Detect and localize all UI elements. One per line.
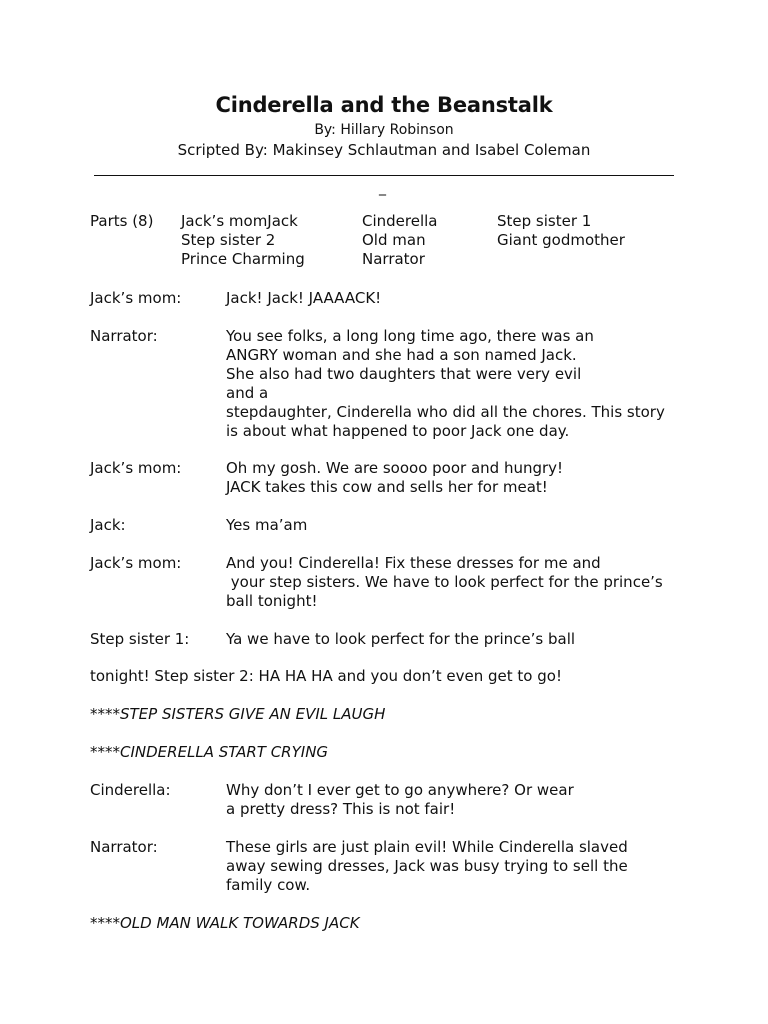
dialogue-line: These girls are just plain evil! While Cinderella slaved: [226, 838, 628, 856]
speaker-label: Jack’s mom:: [90, 289, 182, 307]
dialogue-line: ANGRY woman and she had a son named Jack.: [226, 346, 577, 364]
dialogue-line: and a: [226, 384, 269, 402]
part-item: Old man: [362, 231, 426, 249]
horizontal-rule: [94, 175, 674, 176]
speaker-label: Narrator:: [90, 327, 158, 345]
dialogue-line: You see folks, a long long time ago, there was an: [226, 327, 594, 345]
dialogue-line: your step sisters. We have to look perfect for the prince’s: [226, 573, 663, 591]
scripted-by-line: Scripted By: Makinsey Schlautman and Isabel Coleman: [177, 141, 591, 159]
author-line: By: Hillary Robinson: [314, 122, 454, 138]
underscore-mark: _: [379, 180, 386, 196]
part-item: Step sister 2: [181, 231, 276, 249]
stage-direction: ****STEP SISTERS GIVE AN EVIL LAUGH: [90, 705, 386, 723]
dialogue-line: tonight! Step sister 2: HA HA HA and you don’t even get to go!: [90, 667, 562, 685]
dialogue-line: JACK takes this cow and sells her for meat!: [226, 478, 548, 496]
part-item: Prince Charming: [181, 250, 305, 268]
dialogue-line: And you! Cinderella! Fix these dresses for me and: [226, 554, 601, 572]
part-item: Giant godmother: [497, 231, 625, 249]
stage-direction: ****OLD MAN WALK TOWARDS JACK: [90, 914, 360, 932]
dialogue-line: Ya we have to look perfect for the prince’s ball: [226, 630, 576, 648]
dialogue-line: Why don’t I ever get to go anywhere? Or wear: [226, 781, 574, 799]
speaker-label: Jack:: [90, 516, 126, 534]
stage-direction: ****CINDERELLA START CRYING: [90, 743, 329, 761]
dialogue-line: Oh my gosh. We are soooo poor and hungry!: [226, 459, 564, 477]
script-title: Cinderella and the Beanstalk: [215, 93, 553, 117]
part-item: Narrator: [362, 250, 425, 268]
speaker-label: Jack’s mom:: [90, 554, 182, 572]
dialogue-line: family cow.: [226, 876, 311, 894]
part-item: Jack’s momJack: [181, 212, 298, 230]
speaker-label: Narrator:: [90, 838, 158, 856]
speaker-label: Cinderella:: [90, 781, 171, 799]
part-item: Cinderella: [362, 212, 438, 230]
speaker-label: Jack’s mom:: [90, 459, 182, 477]
part-item: Step sister 1: [497, 212, 592, 230]
dialogue-line: is about what happened to poor Jack one day.: [226, 422, 570, 440]
dialogue-line: ball tonight!: [226, 592, 318, 610]
parts-label: Parts (8): [90, 212, 154, 230]
dialogue-line: stepdaughter, Cinderella who did all the chores. This story: [226, 403, 665, 421]
dialogue-line: Yes ma’am: [226, 516, 308, 534]
dialogue-line: She also had two daughters that were very evil: [226, 365, 582, 383]
dialogue-line: a pretty dress? This is not fair!: [226, 800, 456, 818]
speaker-label: Step sister 1:: [90, 630, 190, 648]
dialogue-line: Jack! Jack! JAAAACK!: [226, 289, 382, 307]
dialogue-line: away sewing dresses, Jack was busy trying to sell the: [226, 857, 628, 875]
